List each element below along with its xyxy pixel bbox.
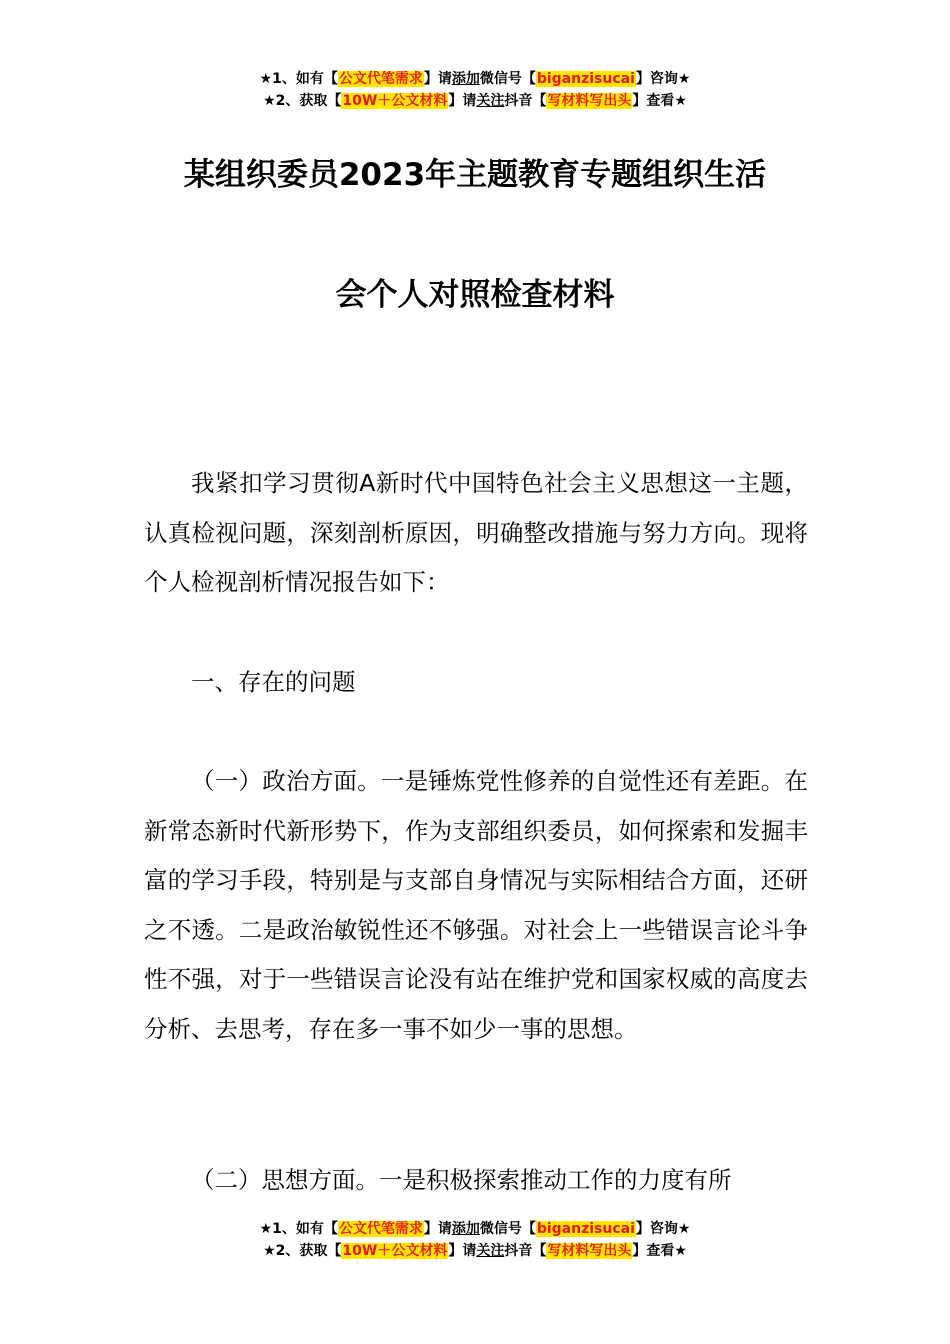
section-heading: 一、存在的问题 [191, 668, 356, 696]
footer-highlight-service: 公文代笔需求 [338, 1221, 423, 1237]
highlight-materials: 10W＋公文材料 [342, 93, 448, 109]
footer-line-1: ★1、如有【公文代笔需求】请添加微信号【biganzisucai】咨询★ [259, 1221, 691, 1237]
footer-line-2: ★2、获取【10W＋公文材料】请关注抖音【写材料写出头】查看★ [263, 1243, 687, 1259]
footer-banner [0, 1218, 950, 1262]
highlight-douyin: 写材料写出头 [547, 93, 632, 109]
banner-line-2: ★2、获取【10W＋公文材料】请关注抖音【写材料写出头】查看★ [263, 93, 687, 109]
intro-paragraph: 我紧扣学习贯彻A新时代中国特色社会主义思想这一主题，认真检视问题，深刻剖析原因，明确整改措施与努力方向。现将个人检视剖析情况报告如下： [144, 469, 808, 596]
thought-paragraph: （二）思想方面。一是积极探索推动工作的力度有所 [191, 1166, 732, 1194]
highlight-service: 公文代笔需求 [338, 71, 423, 87]
highlight-wechat-id: biganzisucai [536, 71, 635, 87]
political-paragraph: （一）政治方面。一是锤炼党性修养的自觉性还有差距。在新常态新时代新形势下，作为支部组织委员，如何探索和发掘丰富的学习手段，特别是与支部自身情况与实际相结合方面，还研之不透。二是政治敏锐性还不够强。对社会上一些错误言论斗争性不强，对于一些错误言论没有站在维护党和国家权威的高度去分析、去思考，存在多一事不如少一事的思想。 [144, 767, 808, 1043]
header-banner [0, 68, 950, 112]
document-title-line-2: 会个人对照检查材料 [335, 277, 615, 313]
banner-line-1: ★1、如有【公文代笔需求】请添加微信号【biganzisucai】咨询★ [259, 71, 691, 87]
footer-highlight-douyin: 写材料写出头 [547, 1243, 632, 1259]
document-title-line-1: 某组织委员2023年主题教育专题组织生活 [183, 157, 767, 193]
footer-highlight-materials: 10W＋公文材料 [342, 1243, 448, 1259]
footer-highlight-wechat-id: biganzisucai [536, 1221, 635, 1237]
